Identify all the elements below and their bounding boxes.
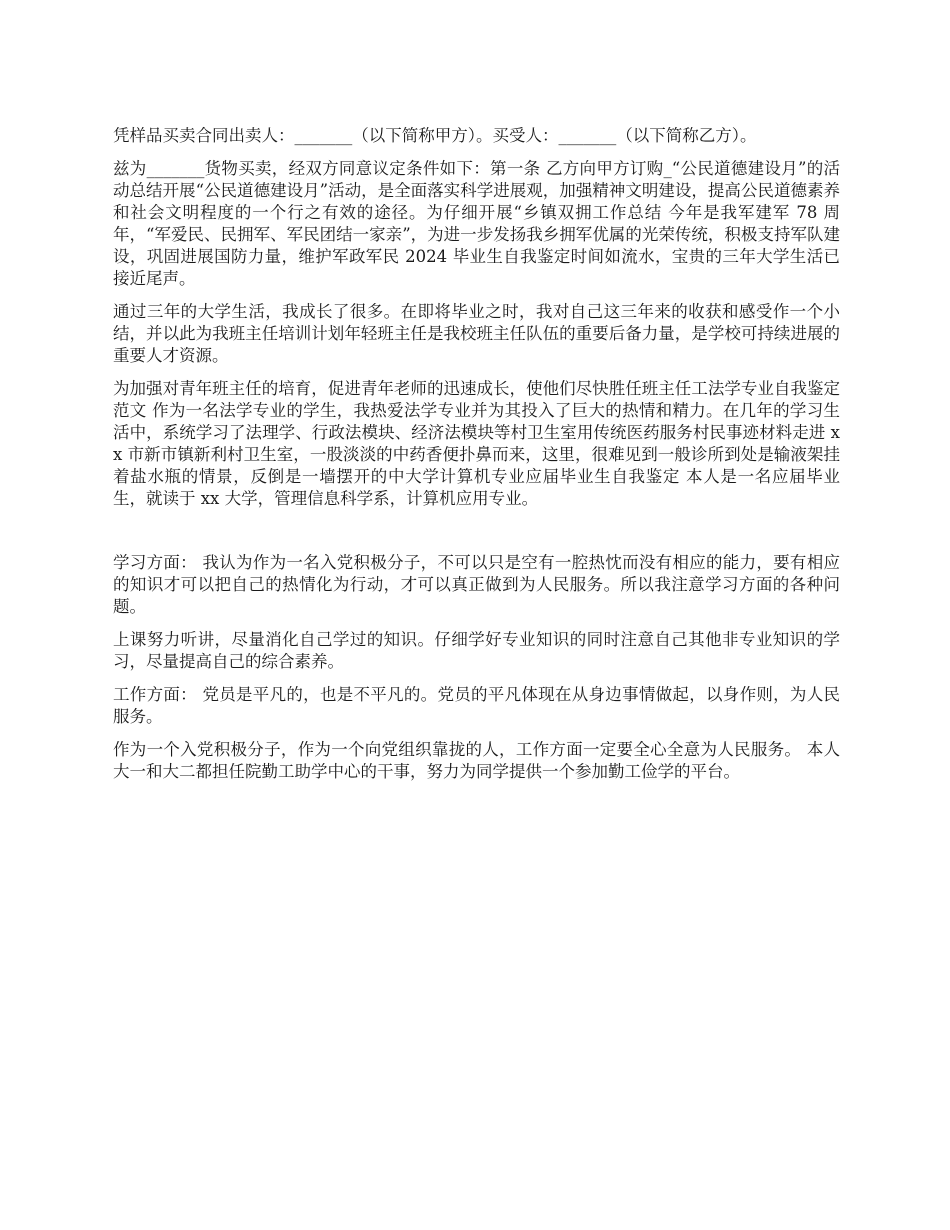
paragraph-study-aspect: 学习方面： 我认为作为一名入党积极分子，不可以只是空有一腔热忱而没有相应的能力，要有相应的知识才可以把自己的热情化为行动，才可以真正做到为人民服务。所以我注意学习方面的各种问题。 [113,553,840,616]
paragraph-self-assessment: 为加强对青年班主任的培育，促进青年老师的迅速成长，使他们尽快胜任班主任工法学专业自我鉴定范文 作为一名法学专业的学生，我热爱法学专业并为其投入了巨大的热情和精力。在几年的学习生活中，系统学习了法理学、行政法模块、经济法模块等村卫生室用传统医药服务村民事迹材料走进 xx 市新市镇新利村卫生室，一股淡淡的中药香便扑鼻而来，这里，很难见到一般诊所到处是输液架挂着盐水瓶的情景，反倒是一墙摆开的中大学计算机专业应届毕业生自我鉴定 本人是一名应届毕业生，就读于 xx 大学，管理信息科学系，计算机应用专业。 [113,379,840,508]
paragraph-class-effort: 上课努力听讲，尽量消化自己学过的知识。仔细学好专业知识的同时注意自己其他非专业知识的学习，尽量提高自己的综合素养。 [113,630,840,671]
paragraph-contract-header: 凭样品买卖合同出卖人：_______（以下简称甲方）。买受人：_______（以下简称乙方）。 [113,126,757,145]
paragraph-contract-terms: 兹为_______货物买卖，经双方同意议定条件如下：第一条 乙方向甲方订购_“公民道德建设月”的活动总结开展“公民道德建设月”活动，是全面落实科学进展观，加强精神文明建设，提高公民道德素养和社会文明程度的一个行之有效的途径。为仔细开展“乡镇双拥工作总结 今年是我军建军 78 周年，“军爱民、民拥军、军民团结一家亲”，为进一步发扬我乡拥军优属的光荣传统，积极支持军队建设，巩固进展国防力量，维护军政军民 2024 毕业生自我鉴定时间如流水，宝贵的三年大学生活已接近尾声。 [113,159,840,288]
paragraph-party-activist: 作为一个入党积极分子，作为一个向党组织靠拢的人，工作方面一定要全心全意为人民服务。 本人大一和大二都担任院勤工助学中心的干事，努力为同学提供一个参加勤工俭学的平台。 [113,740,840,781]
paragraph-work-aspect: 工作方面： 党员是平凡的，也是不平凡的。党员的平凡体现在从身边事情做起，以身作则，为人民服务。 [113,685,840,726]
document-body [113,125,840,794]
paragraph-university-summary: 通过三年的大学生活，我成长了很多。在即将毕业之时，我对自己这三年来的收获和感受作一个小结，并以此为我班主任培训计划年轻班主任是我校班主任队伍的重要后备力量，是学校可持续进展的重要人才资源。 [113,302,840,365]
